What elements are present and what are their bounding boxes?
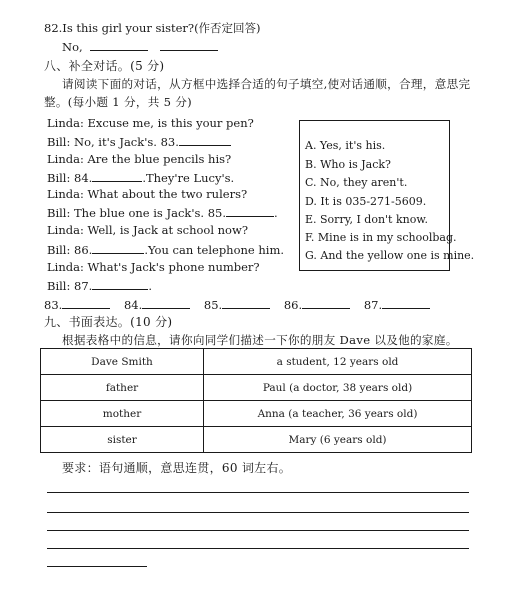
table-row <box>41 349 472 375</box>
answer-84-blank[interactable] <box>142 297 190 309</box>
dialogue-line-10-post: . <box>148 279 152 293</box>
blank-85[interactable] <box>226 205 274 217</box>
q82-answer-prefix: No, <box>62 40 83 54</box>
q82-answer-line <box>62 39 218 54</box>
table-cell-value: Paul (a doctor, 38 years old) <box>204 375 472 401</box>
dialogue-line-5: Linda: What about the two rulers? <box>47 187 248 201</box>
writing-requirement: 要求：语句通顺，意思连贯，60 词左右。 <box>62 461 292 475</box>
answer-87-label: 87. <box>363 298 383 312</box>
table-cell-label: sister <box>41 427 204 453</box>
dialogue-line-6-post: . <box>274 206 278 220</box>
section9-instruction: 根据表格中的信息，请你向同学们描述一下你的朋友 Dave 以及他的家庭。 <box>62 333 458 347</box>
dialogue-line-10 <box>47 278 152 293</box>
q82-blank-1[interactable] <box>90 39 148 51</box>
options-box <box>299 120 475 271</box>
table-cell-label: father <box>41 375 204 401</box>
option-g: G. And the yellow one is mine. <box>305 249 475 262</box>
blank-86[interactable] <box>92 242 144 254</box>
section8-instruction-line1: 请阅读下面的对话，从方框中选择合适的句子填空,使对话通顺，合理，意思完 <box>62 77 471 91</box>
blank-83[interactable] <box>179 134 231 146</box>
option-d: D. It is 035-271-5609. <box>305 195 427 208</box>
dialogue-line-2 <box>47 134 231 149</box>
dialogue-line-8-post: .You can telephone him. <box>144 243 285 257</box>
answer-84-label: 84. <box>123 298 143 312</box>
table-row <box>41 427 472 453</box>
blank-84[interactable] <box>92 170 142 182</box>
option-a: A. Yes, it's his. <box>305 139 386 152</box>
table-cell-label: mother <box>41 401 204 427</box>
section8-heading: 八、补全对话。(5 分) <box>44 59 165 73</box>
info-table <box>40 348 472 453</box>
answer-86-label: 86. <box>283 298 303 312</box>
option-b: B. Who is Jack? <box>305 158 391 171</box>
q82-blank-2[interactable] <box>160 39 218 51</box>
dialogue-line-8-pre: Bill: 86. <box>47 243 93 257</box>
answer-83-blank[interactable] <box>62 297 110 309</box>
answer-85-label: 85. <box>203 298 223 312</box>
dialogue-line-10-pre: Bill: 87. <box>47 279 93 293</box>
dialogue-line-1: Linda: Excuse me, is this your pen? <box>47 116 254 130</box>
dialogue-line-4-post: .They're Lucy's. <box>142 171 235 185</box>
dialogue-line-4 <box>47 170 234 185</box>
table-cell-value: Mary (6 years old) <box>204 427 472 453</box>
dialogue-line-9: Linda: What's Jack's phone number? <box>47 260 260 274</box>
dialogue-line-4-pre: Bill: 84. <box>47 171 93 185</box>
section9-heading: 九、书面表达。(10 分) <box>44 315 173 329</box>
option-c: C. No, they aren't. <box>305 176 408 189</box>
option-e: E. Sorry, I don't know. <box>305 213 428 226</box>
writing-line[interactable] <box>47 530 469 531</box>
writing-line-short[interactable] <box>47 566 147 567</box>
table-cell-value: Anna (a teacher, 36 years old) <box>204 401 472 427</box>
dialogue-line-7: Linda: Well, is Jack at school now? <box>47 223 248 237</box>
answer-87-blank[interactable] <box>382 297 430 309</box>
section8-instruction-line2: 整。(每小题 1 分，共 5 分) <box>44 95 192 109</box>
answer-85-blank[interactable] <box>222 297 270 309</box>
dialogue-line-2-pre: Bill: No, it's Jack's. 83. <box>47 135 179 149</box>
writing-line[interactable] <box>47 492 469 493</box>
writing-line[interactable] <box>47 512 469 513</box>
table-row <box>41 401 472 427</box>
q82-question: 82.Is this girl your sister?(作否定回答) <box>44 21 261 35</box>
answer-83-label: 83. <box>44 298 63 312</box>
blank-87[interactable] <box>92 278 148 290</box>
table-cell-label: Dave Smith <box>41 349 204 375</box>
answer-86-blank[interactable] <box>302 297 350 309</box>
dialogue-line-3: Linda: Are the blue pencils his? <box>47 152 232 166</box>
option-f: F. Mine is in my schoolbag. <box>305 231 457 244</box>
writing-line[interactable] <box>47 548 469 549</box>
dialogue-line-6 <box>47 205 278 220</box>
answer-row <box>44 297 430 312</box>
table-cell-value: a student, 12 years old <box>204 349 472 375</box>
dialogue-line-6-pre: Bill: The blue one is Jack's. 85. <box>47 206 227 220</box>
dialogue-line-8 <box>47 242 284 257</box>
table-row <box>41 375 472 401</box>
